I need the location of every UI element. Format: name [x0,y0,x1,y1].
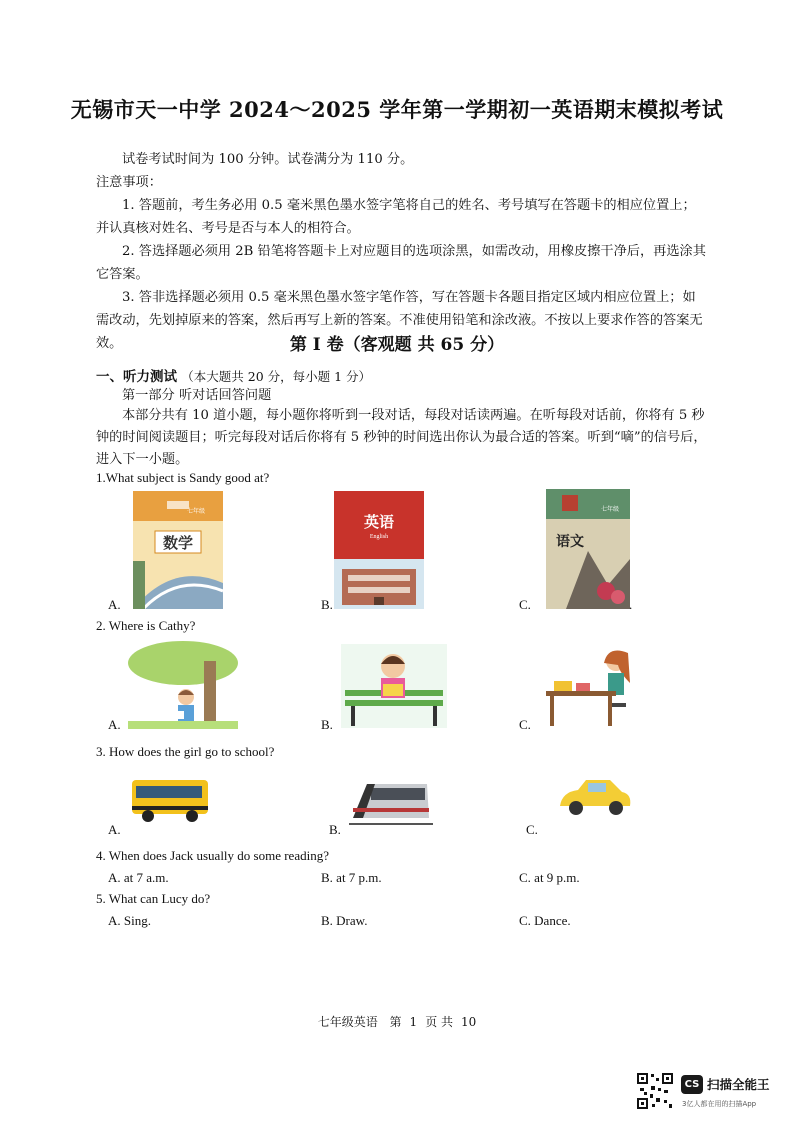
camscanner-tagline: 3亿人都在用的扫描App [682,1100,757,1108]
q1-option-c-suffix: . [629,597,633,612]
q2-option-b[interactable]: B. [321,717,333,732]
girl-at-desk-image [546,643,638,729]
part1-subheading: 第一部分 听对话回答问题 [122,388,272,403]
q3-option-a[interactable]: A. [108,822,121,837]
q4-option-c[interactable]: C. at 9 p.m. [519,870,580,885]
notice-item-3: 3. 答非选择题必须用 0.5 毫米黑色墨水签字笔作答，写在答题卡各题目指定区域内相应位置上；如需改动，先划掉原来的答案，然后再写上新的答案。不准使用铅笔和涂改液。不按以上要求作答的答案无效。 [96,290,703,351]
english-textbook-image [334,491,424,609]
question-4: 4. When does Jack usually do some reading? [96,848,329,863]
part1-heading-label: 一、听力测试 [96,369,177,385]
part1-heading [96,365,371,385]
english-textbook-label: 英语 [363,513,395,531]
girl-under-tree-image [128,641,238,729]
exam-title: 无锡市天一中学 2024～2025 学年第一学期初一英语期末模拟考试 [70,97,724,122]
notice-item-1: 1. 答题前，考生务必用 0.5 毫米黑色墨水签字笔将自己的姓名、考号填写在答题卡的相应位置上；并认真核对姓名、考号是否与本人的相符合。 [96,198,696,236]
english-textbook-subtitle: English [369,534,389,540]
q5-option-a[interactable]: A. Sing. [108,913,151,928]
footer-page-num: 1 [409,1015,418,1029]
question-5: 5. What can Lucy do? [96,891,211,906]
section-title: 第 I 卷（客观题 共 65 分） [289,335,505,355]
q3-option-b[interactable]: B. [329,822,341,837]
notice-label: 注意事项： [96,175,162,190]
q2-option-a[interactable]: A. [108,717,121,732]
part1-instructions: 本部分共有 10 道小题，每小题你将听到一段对话，每段对话读两遍。在听每段对话前，你将有 5 秒钟的时间阅读题目；听完每段对话后你将有 5 秒钟的时间选出你认为最合适的答案。听到“嘀”的信号后，进入下一小题。 [96,408,707,467]
footer-page-total: 10 [461,1015,477,1029]
question-1: 1.What subject is Sandy good at? [96,470,270,485]
q3-option-c[interactable]: C. [526,822,538,837]
part1-heading-note: （本大题共 20 分，每小题 1 分） [181,369,372,384]
page-footer [0,1013,794,1030]
chinese-textbook-image [546,489,630,609]
q1-option-a[interactable]: A. [108,597,121,612]
girl-on-bench-image [341,644,447,728]
footer-page-mid: 页 共 [425,1015,454,1029]
bus-image [130,776,210,824]
car-image [556,778,634,820]
intro-time: 试卷考试时间为 100 分钟。试卷满分为 110 分。 [122,152,414,167]
chinese-textbook-label: 语文 [556,534,584,550]
camscanner-brand: 扫描全能王 [707,1077,770,1092]
question-3: 3. How does the girl go to school? [96,744,275,759]
footer-page-prefix: 第 [389,1015,402,1029]
camscanner-logo-icon: CS [681,1075,703,1094]
q4-option-a[interactable]: A. at 7 a.m. [108,870,169,885]
q1-option-b[interactable]: B. [321,597,333,612]
q5-option-c[interactable]: C. Dance. [519,913,571,928]
qr-code-icon [636,1072,674,1110]
q5-option-b[interactable]: B. Draw. [321,913,368,928]
footer-subject: 七年级英语 [317,1015,378,1029]
math-textbook-grade: 七年级 [186,508,206,515]
math-textbook-label: 数学 [162,534,194,552]
question-2: 2. Where is Cathy? [96,618,196,633]
q2-option-c[interactable]: C. [519,717,531,732]
tram-image [349,776,433,826]
math-textbook-image [133,491,223,609]
chinese-textbook-grade: 七年级 [600,506,620,513]
q4-option-b[interactable]: B. at 7 p.m. [321,870,382,885]
notice-item-2: 2. 答选择题必须用 2B 铅笔将答题卡上对应题目的选项涂黑，如需改动，用橡皮擦干净后，再选涂其它答案。 [96,244,706,282]
q1-option-c[interactable]: C. [519,597,531,612]
